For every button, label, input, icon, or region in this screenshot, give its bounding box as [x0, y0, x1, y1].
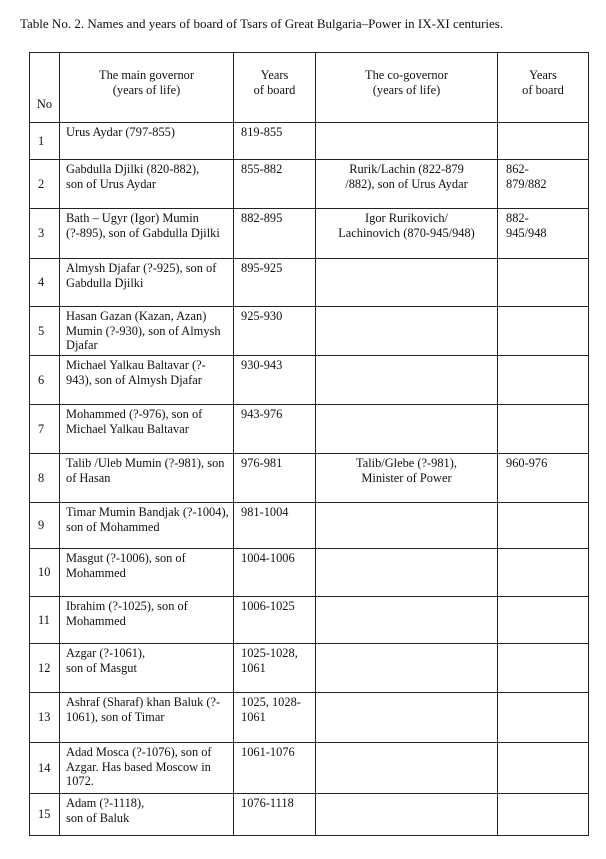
years-cell: 1004-1006: [234, 549, 316, 597]
tsars-table: [29, 52, 589, 836]
co-governor-cell: [316, 405, 498, 454]
years-cell: 895-925: [234, 259, 316, 307]
years-cell: 855-882: [234, 160, 316, 209]
governor-cell: Urus Aydar (797-855): [60, 123, 234, 160]
header-co-years: Years of board: [498, 53, 589, 123]
governor-cell: Mohammed (?-976), son of Michael Yalkau Baltavar: [60, 405, 234, 454]
years-cell: 943-976: [234, 405, 316, 454]
co-governor-cell: [316, 259, 498, 307]
co-governor-cell: [316, 644, 498, 693]
governor-cell: Adad Mosca (?-1076), son of Azgar. Has based Moscow in 1072.: [60, 743, 234, 794]
row-number: 7: [30, 405, 60, 454]
co-years-cell: [498, 644, 589, 693]
co-governor-cell: [316, 743, 498, 794]
header-years: Years of board: [234, 53, 316, 123]
years-cell: 819-855: [234, 123, 316, 160]
table-row: [30, 259, 589, 307]
row-number: 13: [30, 693, 60, 743]
governor-cell: Masgut (?-1006), son of Mohammed: [60, 549, 234, 597]
row-number: 11: [30, 597, 60, 644]
years-cell: 1076-1118: [234, 794, 316, 836]
co-governor-cell: [316, 549, 498, 597]
years-cell: 1025, 1028- 1061: [234, 693, 316, 743]
years-cell: 1025-1028, 1061: [234, 644, 316, 693]
co-governor-cell: [316, 356, 498, 405]
co-years-cell: [498, 693, 589, 743]
table-row: [30, 597, 589, 644]
co-governor-cell: Igor Rurikovich/ Lachinovich (870-945/948): [316, 209, 498, 259]
co-years-cell: [498, 743, 589, 794]
co-years-cell: [498, 405, 589, 454]
table-row: [30, 123, 589, 160]
row-number: 12: [30, 644, 60, 693]
table-row: [30, 209, 589, 259]
years-cell: 930-943: [234, 356, 316, 405]
governor-cell: Hasan Gazan (Kazan, Azan) Mumin (?-930), son of Almysh Djafar: [60, 307, 234, 356]
row-number: 3: [30, 209, 60, 259]
governor-cell: Adam (?-1118), son of Baluk: [60, 794, 234, 836]
table-row: [30, 160, 589, 209]
table-row: [30, 356, 589, 405]
header-row: [30, 53, 589, 123]
table-row: [30, 405, 589, 454]
governor-cell: Azgar (?-1061), son of Masgut: [60, 644, 234, 693]
governor-cell: Ibrahim (?-1025), son of Mohammed: [60, 597, 234, 644]
header-governor: The main governor (years of life): [60, 53, 234, 123]
years-cell: 1061-1076: [234, 743, 316, 794]
co-years-cell: [498, 307, 589, 356]
governor-cell: Timar Mumin Bandjak (?-1004), son of Mohammed: [60, 503, 234, 549]
governor-cell: Gabdulla Djilki (820-882), son of Urus Aydar: [60, 160, 234, 209]
table-row: [30, 644, 589, 693]
header-no: No: [30, 53, 60, 123]
table-row: [30, 307, 589, 356]
table-row: [30, 549, 589, 597]
years-cell: 1006-1025: [234, 597, 316, 644]
row-number: 15: [30, 794, 60, 836]
years-cell: 981-1004: [234, 503, 316, 549]
co-governor-cell: Rurik/Lachin (822-879 /882), son of Urus Aydar: [316, 160, 498, 209]
co-years-cell: [498, 794, 589, 836]
table-row: [30, 794, 589, 836]
co-years-cell: [498, 549, 589, 597]
co-years-cell: 960-976: [498, 454, 589, 503]
header-co-governor: The co-governor (years of life): [316, 53, 498, 123]
co-years-cell: [498, 259, 589, 307]
co-governor-cell: [316, 597, 498, 644]
row-number: 10: [30, 549, 60, 597]
co-years-cell: [498, 597, 589, 644]
years-cell: 925-930: [234, 307, 316, 356]
co-years-cell: [498, 356, 589, 405]
governor-cell: Bath – Ugyr (Igor) Mumin (?-895), son of Gabdulla Djilki: [60, 209, 234, 259]
years-cell: 882-895: [234, 209, 316, 259]
co-governor-cell: [316, 794, 498, 836]
governor-cell: Ashraf (Sharaf) khan Baluk (?- 1061), son of Timar: [60, 693, 234, 743]
table-row: [30, 693, 589, 743]
table-row: [30, 454, 589, 503]
row-number: 9: [30, 503, 60, 549]
table-row: [30, 743, 589, 794]
table-caption: Table No. 2. Names and years of board of Tsars of Great Bulgaria–Power in IX-XI centuries.: [20, 16, 504, 31]
governor-cell: Talib /Uleb Mumin (?-981), son of Hasan: [60, 454, 234, 503]
co-governor-cell: Talib/Glebe (?-981), Minister of Power: [316, 454, 498, 503]
co-governor-cell: [316, 693, 498, 743]
row-number: 6: [30, 356, 60, 405]
governor-cell: Michael Yalkau Baltavar (?- 943), son of Almysh Djafar: [60, 356, 234, 405]
row-number: 5: [30, 307, 60, 356]
governor-cell: Almysh Djafar (?-925), son of Gabdulla Djilki: [60, 259, 234, 307]
row-number: 2: [30, 160, 60, 209]
row-number: 14: [30, 743, 60, 794]
co-governor-cell: [316, 307, 498, 356]
co-years-cell: 882- 945/948: [498, 209, 589, 259]
row-number: 1: [30, 123, 60, 160]
co-governor-cell: [316, 503, 498, 549]
co-years-cell: [498, 503, 589, 549]
row-number: 4: [30, 259, 60, 307]
co-years-cell: [498, 123, 589, 160]
co-governor-cell: [316, 123, 498, 160]
years-cell: 976-981: [234, 454, 316, 503]
table-row: [30, 503, 589, 549]
co-years-cell: 862- 879/882: [498, 160, 589, 209]
row-number: 8: [30, 454, 60, 503]
